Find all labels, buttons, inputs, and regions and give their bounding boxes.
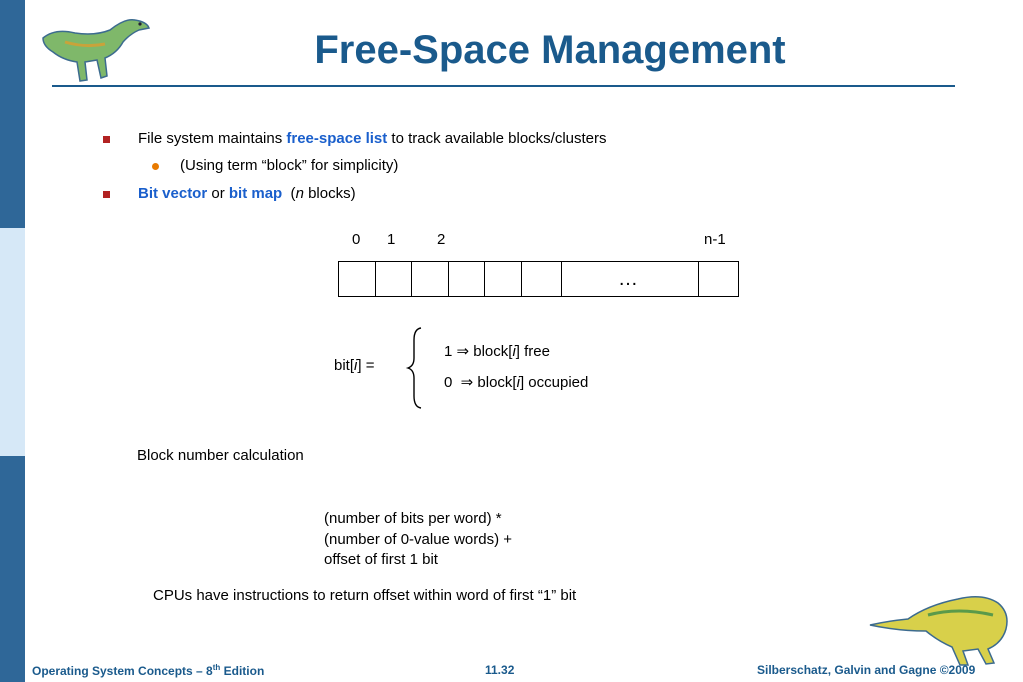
ellipsis: … — [618, 268, 640, 290]
square-bullet-icon — [103, 191, 110, 198]
footer-book-title — [32, 663, 264, 678]
formula-italic: i — [354, 357, 358, 374]
formula-text: 0 ⇒ block[ — [444, 374, 517, 391]
footer-authors: Silberschatz, Galvin and Gagne ©2009 — [757, 663, 976, 677]
calc-line-2: (number of 0-value words) + — [324, 531, 512, 548]
case-free — [444, 342, 550, 360]
title-divider — [52, 85, 955, 87]
dinosaur-logo-bottom — [868, 585, 1014, 667]
dinosaur-logo-top — [35, 8, 155, 86]
bullet-italic: n — [295, 185, 304, 202]
formula-text: ] free — [515, 343, 550, 360]
highlight-term: Bit vector — [138, 185, 208, 202]
sub-bullet-block-term: (Using term “block” for simplicity) — [180, 157, 399, 174]
cpu-note: CPUs have instructions to return offset within word of first “1” bit — [153, 587, 577, 604]
bullet-text: blocks) — [303, 185, 356, 202]
bit-index-2: 2 — [437, 231, 446, 248]
bit-index-1: 1 — [387, 231, 396, 248]
formula-text: ] = — [357, 357, 375, 374]
bullet-free-space-list — [138, 130, 607, 148]
bullet-text: File system maintains — [138, 130, 287, 147]
bit-cell — [411, 261, 449, 297]
bit-cell — [521, 261, 562, 297]
formula-text: bit[ — [334, 357, 355, 374]
footer-text: Edition — [220, 664, 265, 678]
footer-page-number: 11.32 — [485, 663, 515, 677]
bullet-text: or — [207, 185, 229, 202]
bit-vector-diagram — [338, 261, 738, 297]
page-title: Free-Space Management — [314, 28, 786, 72]
calc-heading: Block number calculation — [137, 447, 304, 464]
case-occupied — [444, 373, 588, 391]
dot-bullet-icon — [152, 163, 159, 170]
sidebar-segment-dark-top — [0, 0, 25, 228]
bit-cell — [375, 261, 412, 297]
bit-cell — [698, 261, 739, 297]
sidebar-segment-dark-bottom — [0, 456, 25, 682]
bullet-text: to track available blocks/clusters — [387, 130, 607, 147]
formula-text: 1 ⇒ block[ — [444, 343, 513, 360]
calc-line-3: offset of first 1 bit — [324, 551, 438, 568]
bit-index-last: n-1 — [704, 231, 726, 248]
formula-italic: i — [512, 343, 516, 360]
bit-index-0: 0 — [352, 231, 361, 248]
highlight-term: bit map — [228, 185, 283, 202]
footer-text: Operating System Concepts – 8 — [32, 664, 213, 678]
bullet-bit-vector — [138, 185, 356, 203]
bullet-text: ( — [282, 185, 296, 202]
footer-superscript: th — [212, 663, 221, 672]
bit-cell — [448, 261, 485, 297]
highlight-term: free-space list — [286, 130, 388, 147]
formula-italic: i — [516, 374, 520, 391]
calc-line-1: (number of bits per word) * — [324, 510, 502, 527]
square-bullet-icon — [103, 136, 110, 143]
sidebar-stripe — [0, 0, 25, 682]
sidebar-segment-light — [0, 228, 25, 456]
bit-cell — [338, 261, 376, 297]
formula-text: ] occupied — [519, 374, 589, 391]
bit-definition-lhs — [334, 357, 374, 374]
bit-cell — [484, 261, 522, 297]
curly-brace-icon — [405, 326, 425, 410]
